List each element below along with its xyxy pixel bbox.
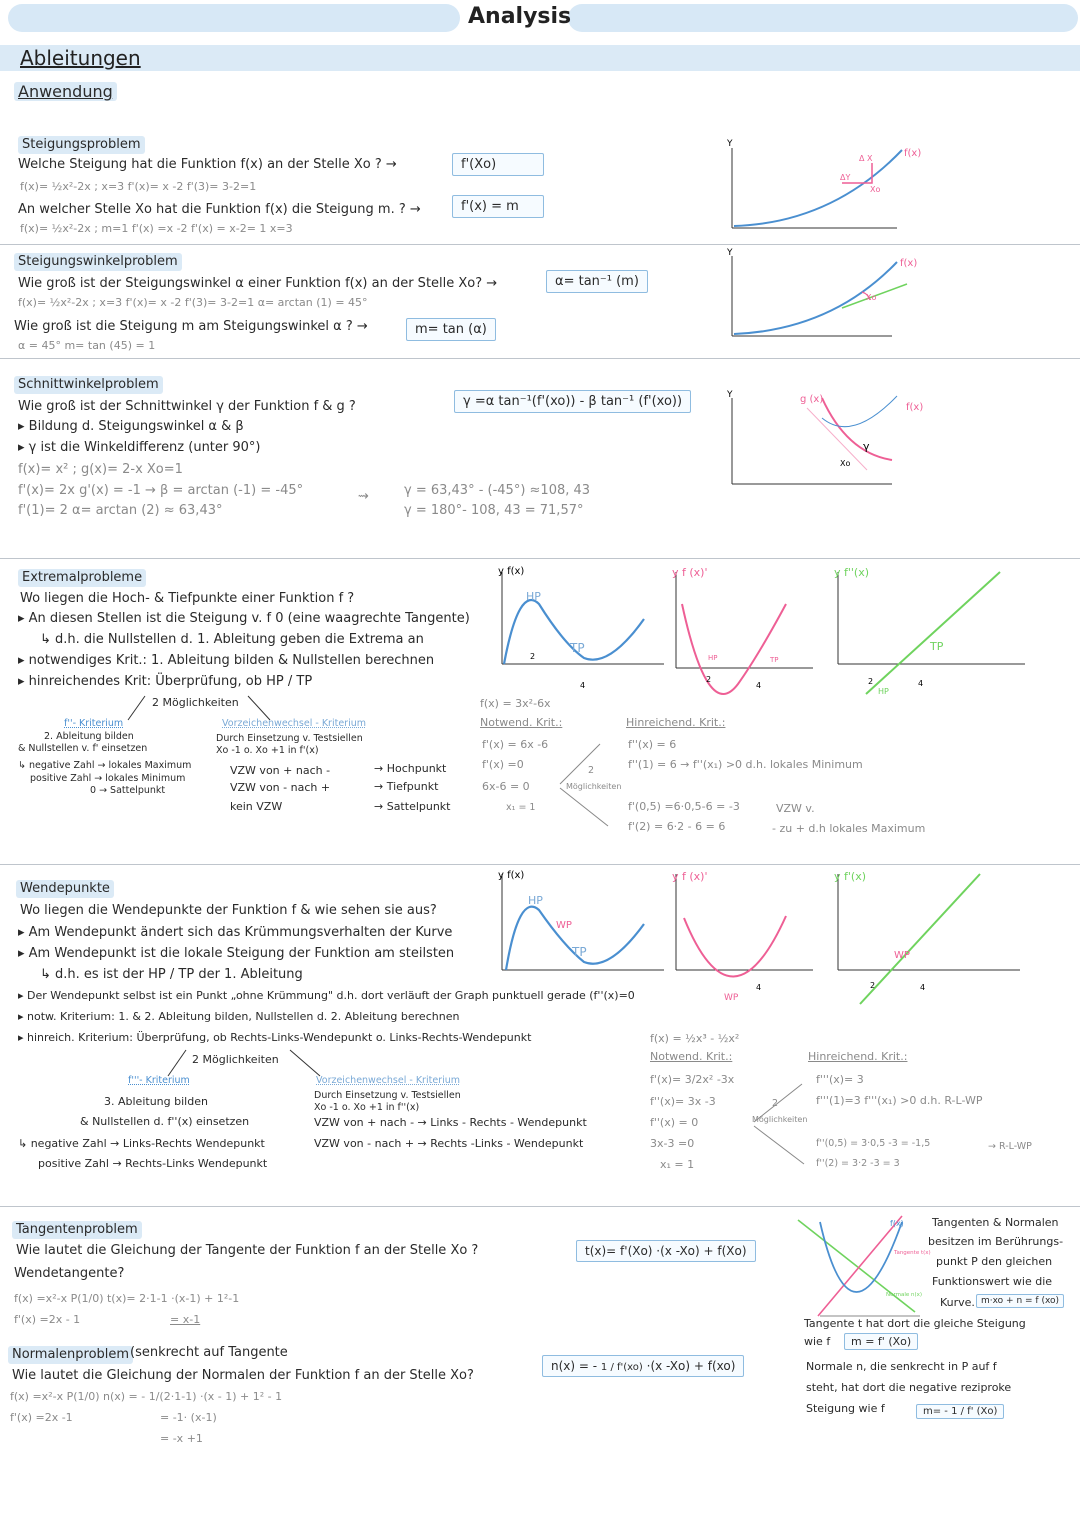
tangente-q1: Wie lautet die Gleichung der Tangente der Funktion f an der Stelle Xo ?	[16, 1243, 479, 1258]
winkel-q2: Wie groß ist die Steigung m am Steigungswinkel α ? →	[14, 319, 368, 334]
wende-graph-f-wp: WP	[556, 920, 572, 931]
tangente-side-6: Tangente t hat dort die gleiche Steigung	[804, 1317, 1026, 1330]
normale-side-3: Steigung wie f	[806, 1402, 885, 1415]
schnitt-bullet-1: ▸ Bildung d. Steigungswinkel α & β	[18, 419, 244, 434]
schnitt-example-3: f'(1)= 2 α= arctan (2) ≈ 63,43°	[18, 503, 223, 518]
wende-hk-4: f''(2) = 3·2 -3 = 3	[816, 1158, 900, 1169]
extrem-ex-f: f(x) = 3x²-6x	[480, 697, 551, 710]
extrem-graph-f-t1: 2	[530, 652, 536, 661]
schnitt-example-2: f'(x)= 2x g'(x) = -1 → β = arctan (-1) = -45°	[18, 483, 304, 498]
tangente-heading: Tangentenproblem	[12, 1221, 142, 1239]
divider-1	[0, 244, 1080, 245]
winkel-example-2: α = 45° m= tan (45) = 1	[18, 339, 156, 352]
wende-bullet-5: ▸ hinreich. Kriterium: Überprüfung, ob Rechts-Links-Wendepunkt o. Links-Rechts-Wendepunkt	[18, 1031, 532, 1044]
schnitt-result-1: γ = 63,43° - (-45°) ≈108, 43	[404, 483, 591, 498]
steigung-graph-dy: ΔY	[840, 173, 851, 182]
steigung-example-1: f(x)= ½x²-2x ; x=3 f'(x)= x -2 f'(3)= 3-2=1	[20, 180, 257, 193]
tangente-side-7: wie f	[804, 1335, 831, 1348]
wende-ex-f: f(x) = ½x³ - ½x²	[650, 1032, 740, 1045]
steigung-graph-fx: f(x)	[904, 148, 922, 159]
wende-q1: Wo liegen die Wendepunkte der Funktion f & wie sehen sie aus?	[20, 903, 437, 918]
wende-k2-row2: VZW von - nach + → Rechts -Links - Wendepunkt	[314, 1137, 584, 1150]
extrem-graph-f-hp: HP	[526, 590, 541, 603]
extrem-graph-f	[494, 564, 674, 694]
header-banner-right	[568, 4, 1078, 32]
steigung-graph	[722, 138, 942, 238]
wende-bullet-2b: ↳ d.h. es ist der HP / TP der 1. Ableitung	[40, 967, 303, 982]
wende-graph-f1-wp: WP	[724, 993, 739, 1003]
extrem-graph-f-y: y f(x)	[498, 566, 525, 577]
header-banner-left	[8, 4, 460, 32]
winkel-graph-x0: Xo	[866, 293, 877, 302]
subsection-title: Anwendung	[14, 82, 117, 101]
extrem-bullet-1b: ↳ d.h. die Nullstellen d. 1. Ableitung geben die Extrema an	[40, 632, 424, 647]
schnitt-bullet-2: ▸ γ ist die Winkeldifferenz (unter 90°)	[18, 440, 261, 455]
tangente-side-5b: m·xo + n = f (xo)	[976, 1294, 1064, 1308]
normale-example-2: f'(x) =2x -1	[10, 1411, 73, 1424]
normale-example-3: = -1· (x-1)	[160, 1411, 217, 1424]
extrem-k2-line1: Durch Einsetzung v. Testsiellen	[216, 733, 363, 744]
wende-bullet-3: ▸ Der Wendepunkt selbst ist ein Punkt „ohne Krümmung" d.h. dort verläuft der Graph punktuell gerade (f''(x)=0	[18, 989, 635, 1002]
wende-graph-f2-t1: 2	[870, 981, 876, 990]
extrem-graph-f1-t2: 4	[756, 681, 762, 690]
extrem-hk-1: f''(x) = 6	[628, 738, 677, 751]
wende-k2-line1: Durch Einsetzung v. Testsiellen	[314, 1090, 461, 1101]
extrem-k1-title: f''- Kriterium	[64, 718, 124, 729]
schnitt-graph-y: Y	[727, 390, 733, 400]
divider-4	[0, 864, 1080, 865]
extrem-ex-1: f'(x) = 6x -6	[482, 738, 549, 751]
schnitt-graph-x0: Xo	[840, 459, 851, 468]
schnitt-example-1: f(x)= x² ; g(x)= 2-x Xo=1	[18, 462, 183, 477]
extrem-heading: Extremalprobleme	[18, 569, 146, 587]
winkel-graph-y: Y	[727, 248, 733, 258]
extrem-ex-moegl: Möglichkeiten	[566, 782, 622, 791]
extrem-graph-f1-t1: 2	[706, 675, 712, 684]
normale-side-3b: m= - 1 / f' (Xo)	[916, 1404, 1004, 1419]
schnitt-result-2: γ = 180°- 108, 43 = 71,57°	[404, 503, 584, 518]
normale-formula-c: ·(x -Xo) + f(xo)	[646, 1359, 736, 1373]
wende-k2-title: Vorzeichenwechsel - Kriterium	[316, 1075, 460, 1086]
wende-ex-nk: Notwend. Krit.:	[650, 1050, 733, 1063]
wende-heading: Wendepunkte	[16, 880, 114, 898]
extrem-graph-f2-hp: HP	[878, 687, 889, 696]
winkel-graph-fx: f(x)	[900, 258, 918, 269]
extrem-k2-row2b: → Tiefpunkt	[374, 780, 439, 793]
tangente-example-1: f(x) =x²-x P(1/0) t(x)= 2·1-1 ·(x-1) + 1²-1	[14, 1292, 240, 1305]
extrem-ex-nk: Notwend. Krit.:	[480, 716, 563, 729]
steigung-graph-y: Y	[727, 139, 733, 149]
steigung-formula-2: f'(x) = m	[452, 195, 544, 218]
extrem-graph-f2-t2: 4	[918, 679, 924, 688]
normale-heading-note: (senkrecht auf Tangente	[130, 1345, 288, 1360]
normale-example-4: = -x +1	[160, 1432, 203, 1445]
section-heading-band	[0, 45, 1080, 71]
wende-ex-2: f''(x)= 3x -3	[650, 1095, 716, 1108]
normale-q1: Wie lautet die Gleichung der Normalen der Funktion f an der Stelle Xo?	[12, 1368, 474, 1383]
wende-graph-f1-y: y f (x)'	[672, 870, 708, 883]
extrem-k2-row2a: VZW von - nach +	[230, 781, 331, 794]
tangente-graph	[790, 1212, 930, 1322]
tangente-side-7b: m = f' (Xo)	[844, 1333, 918, 1350]
wende-graph-f2-t2: 4	[920, 983, 926, 992]
extrem-hk: Hinreichend. Krit.:	[626, 716, 726, 729]
extrem-graph-f2-t1: 2	[868, 677, 874, 686]
wende-k1-line4: positive Zahl → Rechts-Links Wendepunkt	[38, 1157, 268, 1170]
wende-graph-f2	[830, 866, 1030, 1006]
normale-side-1: Normale n, die senkrecht in P auf f	[806, 1360, 997, 1373]
schnitt-graph-gamma: γ	[863, 440, 870, 453]
steigung-q1: Welche Steigung hat die Funktion f(x) an der Stelle Xo ? →	[18, 157, 397, 172]
extrem-hk-4b: - zu + d.h lokales Maximum	[772, 822, 926, 835]
tangente-graph-n: Normale n(x)	[886, 1292, 923, 1298]
wende-graph-f-tp: TP	[572, 945, 587, 959]
wende-ex-1: f'(x)= 3/2x² -3x	[650, 1073, 735, 1086]
divider-3	[0, 558, 1080, 559]
extrem-hk-3: f'(0,5) =6·0,5-6 = -3	[628, 800, 740, 813]
tangente-side-1: Tangenten & Normalen	[932, 1216, 1059, 1229]
wende-bullet-2: ▸ Am Wendepunkt ist die lokale Steigung der Funktion am steilsten	[18, 946, 455, 961]
winkel-heading: Steigungswinkelproblem	[14, 253, 182, 271]
normale-heading: Normalenproblem	[8, 1346, 133, 1364]
extrem-graph-f-tp: TP	[570, 641, 585, 655]
extrem-k2-line2: Xo -1 o. Xo +1 in f'(x)	[216, 745, 319, 756]
extrem-k2-row3b: → Sattelpunkt	[374, 800, 451, 813]
normale-formula	[542, 1355, 744, 1377]
wende-bullet-1: ▸ Am Wendepunkt ändert sich das Krümmungsverhalten der Kurve	[18, 925, 453, 940]
tangente-example-2: f'(x) =2x - 1	[14, 1313, 81, 1326]
wende-graph-f1	[668, 866, 828, 1003]
wende-hk-1: f'''(x)= 3	[816, 1073, 864, 1086]
extrem-q1: Wo liegen die Hoch- & Tiefpunkte einer Funktion f ?	[20, 591, 355, 606]
wende-ex-3: f''(x) = 0	[650, 1116, 699, 1129]
extrem-hk-3b: VZW v.	[776, 802, 815, 815]
extrem-ex-3: 6x-6 = 0	[482, 780, 530, 793]
winkel-graph	[722, 248, 942, 348]
wende-graph-f-y: y f(x)	[498, 870, 525, 881]
extrem-ex-2: f'(x) =0	[482, 758, 524, 771]
extrem-k2-row1a: VZW von + nach -	[230, 764, 331, 777]
extrem-graph-f2-y: y f''(x)	[834, 566, 870, 579]
extrem-graph-f-t2: 4	[580, 681, 586, 690]
schnitt-q1: Wie groß ist der Schnittwinkel γ der Funktion f & g ?	[18, 399, 356, 414]
wende-k1-line1: 3. Ableitung bilden	[104, 1095, 208, 1108]
divider-5	[0, 1206, 1080, 1207]
wende-graph-f2-y: y f'(x)	[834, 870, 866, 883]
wende-branch-lines	[160, 1048, 340, 1078]
tangente-side-2: besitzen im Berührungs-	[928, 1235, 1064, 1248]
steigung-formula-1: f'(Xo)	[452, 153, 544, 176]
wende-hk-3: f''(0,5) = 3·0,5 -3 = -1,5	[816, 1138, 931, 1149]
wende-graph-f-hp: HP	[528, 894, 543, 907]
normale-formula-b: 1 / f'(xo)	[600, 1362, 643, 1373]
divider-2	[0, 358, 1080, 359]
tangente-example-3: = x-1	[170, 1313, 201, 1326]
wende-ex-two: 2	[772, 1098, 779, 1109]
schnitt-graph-gx: g (x)	[800, 394, 824, 405]
steigung-heading: Steigungsproblem	[18, 136, 145, 154]
schnitt-graph-fx: f(x)	[906, 402, 924, 413]
schnitt-formula: γ =α tan⁻¹(f'(xo)) - β tan⁻¹ (f'(xo))	[454, 390, 691, 413]
wende-graph-f1-t2: 4	[756, 983, 762, 992]
tangente-side-5: Kurve.	[940, 1296, 975, 1309]
extrem-graph-f1	[668, 564, 828, 694]
wende-bullet-4: ▸ notw. Kriterium: 1. & 2. Ableitung bilden, Nullstellen d. 2. Ableitung berechnen	[18, 1010, 460, 1023]
tangente-graph-t: Tangente t(x)	[894, 1250, 931, 1256]
winkel-formula-2: m= tan (α)	[406, 318, 496, 341]
extrem-ex-4: x₁ = 1	[506, 802, 536, 813]
schnitt-heading: Schnittwinkelproblem	[14, 376, 163, 394]
tangente-formula: t(x)= f'(Xo) ·(x -Xo) + f(Xo)	[576, 1240, 756, 1262]
page-title: Analysis	[468, 4, 572, 29]
extrem-k1-line5: 0 → Sattelpunkt	[90, 785, 166, 796]
wende-graph-f	[494, 866, 674, 986]
extrem-graph-f1-y: y f (x)'	[672, 566, 708, 579]
extrem-k1-line3: ↳ negative Zahl → lokales Maximum	[18, 760, 192, 771]
extrem-bullet-3: ▸ hinreichendes Krit: Überprüfung, ob HP / TP	[18, 674, 313, 689]
normale-formula-a: n(x) = -	[551, 1359, 598, 1373]
schnitt-graph	[722, 388, 942, 498]
wende-ex-5: x₁ = 1	[660, 1158, 695, 1171]
schnitt-implies-arrow: ⇝	[358, 489, 369, 504]
wende-k2-line2: Xo -1 o. Xo +1 in f''(x)	[314, 1102, 420, 1113]
extrem-graph-f1-tp: TP	[770, 656, 779, 664]
wende-k1-line2: & Nullstellen d. f''(x) einsetzen	[80, 1115, 250, 1128]
wende-ex-4: 3x-3 =0	[650, 1137, 695, 1150]
wende-hk-res: → R-L-WP	[988, 1141, 1032, 1152]
extrem-bullet-2: ▸ notwendiges Krit.: 1. Ableitung bilden & Nullstellen berechnen	[18, 653, 435, 668]
extrem-k2-row3a: kein VZW	[230, 800, 283, 813]
normale-side-2: steht, hat dort die negative reziproke	[806, 1381, 1012, 1394]
wende-k1-title: f'''- Kriterium	[128, 1075, 190, 1086]
extrem-moeglichkeiten: 2 Möglichkeiten	[152, 696, 239, 709]
extrem-k2-title: Vorzeichenwechsel - Kriterium	[222, 718, 366, 729]
extrem-graph-f2-tp: TP	[930, 640, 944, 653]
wende-moeglichkeiten: 2 Möglichkeiten	[192, 1053, 279, 1066]
extrem-graph-f2	[830, 564, 1030, 694]
tangente-q1b: Wendetangente?	[14, 1266, 125, 1281]
wende-hk-2: f'''(1)=3 f'''(x₁) >0 d.h. R-L-WP	[816, 1094, 983, 1107]
winkel-q1: Wie groß ist der Steigungswinkel α einer Funktion f(x) an der Stelle Xo? →	[18, 276, 498, 291]
extrem-k2-row1b: → Hochpunkt	[374, 762, 447, 775]
extrem-k1-line1: 2. Ableitung bilden	[44, 731, 134, 742]
steigung-example-2: f(x)= ½x²-2x ; m=1 f'(x) =x -2 f'(x) = x-2= 1 x=3	[20, 222, 293, 235]
wende-ex-moegl: Möglichkeiten	[752, 1115, 808, 1124]
extrem-graph-f1-hp: HP	[708, 654, 718, 662]
tangente-side-3: punkt P den gleichen	[936, 1255, 1053, 1268]
extrem-k1-line4: positive Zahl → lokales Minimum	[30, 773, 186, 784]
wende-graph-f2-wp: WP	[894, 950, 910, 961]
wende-hk: Hinreichend. Krit.:	[808, 1050, 908, 1063]
steigung-graph-x0: Xo	[870, 185, 881, 194]
winkel-formula-1: α= tan⁻¹ (m)	[546, 270, 648, 293]
wende-k2-row1: VZW von + nach - → Links - Rechts - Wendepunkt	[314, 1116, 587, 1129]
section-title: Ableitungen	[20, 46, 141, 70]
extrem-ex-two: 2	[588, 765, 595, 776]
extrem-k1-line2: & Nullstellen v. f' einsetzen	[18, 743, 148, 754]
tangente-side-4: Funktionswert wie die	[932, 1275, 1053, 1288]
normale-example-1: f(x) =x²-x P(1/0) n(x) = - 1/(2·1-1) ·(x - 1) + 1² - 1	[10, 1390, 283, 1403]
extrem-bullet-1: ▸ An diesen Stellen ist die Steigung v. f 0 (eine waagrechte Tangente)	[18, 611, 470, 626]
steigung-graph-dx: Δ X	[859, 154, 873, 163]
steigung-q2: An welcher Stelle Xo hat die Funktion f(x) die Steigung m. ? →	[18, 202, 421, 217]
tangente-graph-fx: f(x)	[890, 1219, 904, 1228]
extrem-hk-4: f'(2) = 6·2 - 6 = 6	[628, 820, 726, 833]
wende-k1-line3: ↳ negative Zahl → Links-Rechts Wendepunkt	[18, 1137, 265, 1150]
winkel-example-1: f(x)= ½x²-2x ; x=3 f'(x)= x -2 f'(3)= 3-2=1 α= arctan (1) = 45°	[18, 296, 368, 309]
extrem-hk-2: f''(1) = 6 → f''(x₁) >0 d.h. lokales Minimum	[628, 758, 863, 771]
